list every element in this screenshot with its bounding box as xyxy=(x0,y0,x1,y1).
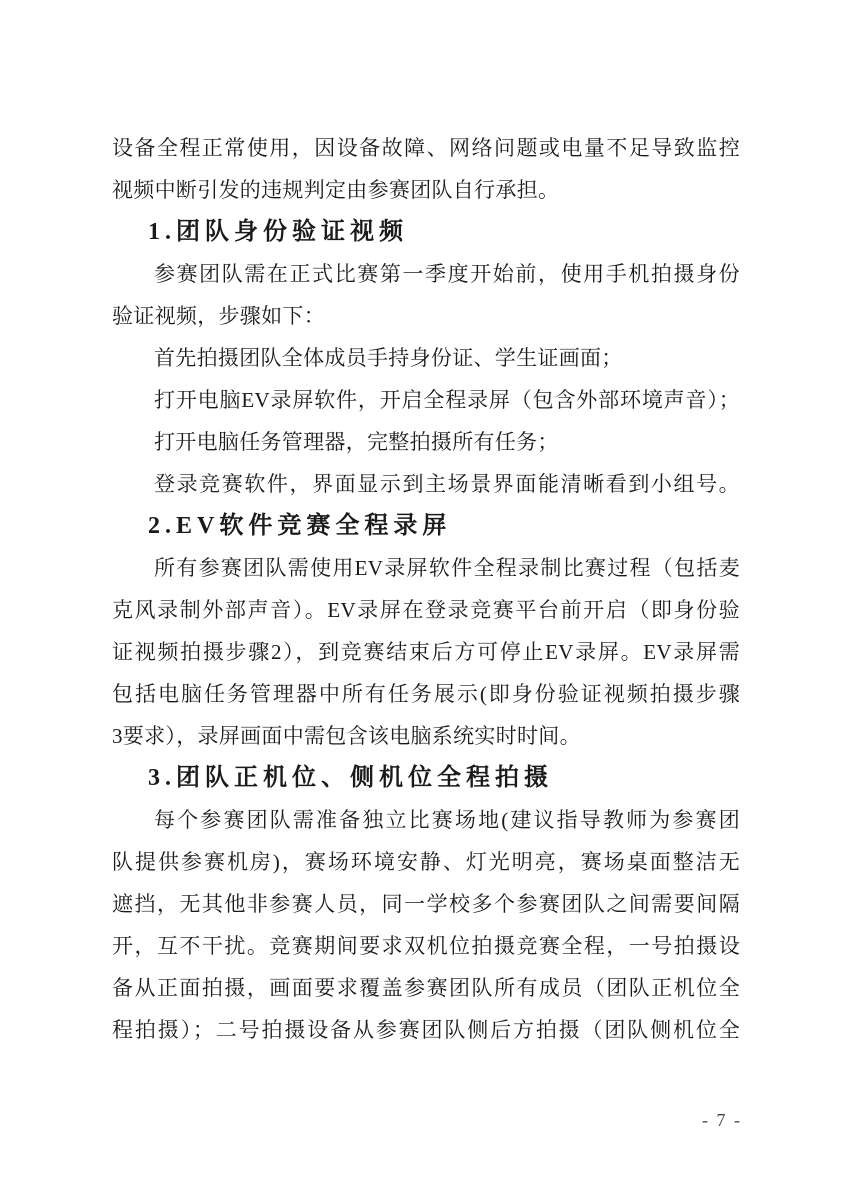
document-line: 所有参赛团队需使用EV录屏软件全程录制比赛过程（包括麦 xyxy=(154,556,740,580)
document-line: 打开电脑任务管理器，完整拍摄所有任务； xyxy=(154,430,559,454)
section-heading-1: 1.团队身份验证视频 xyxy=(148,219,408,245)
document-line: 每个参赛团队需准备独立比赛场地(建议指导教师为参赛团 xyxy=(154,808,740,832)
page-number: - 7 - xyxy=(702,1110,742,1130)
document-line: 遮挡，无其他非参赛人员，同一学校多个参赛团队之间需要间隔 xyxy=(112,892,740,916)
document-line: 视频中断引发的违规判定由参赛团队自行承担。 xyxy=(112,178,560,202)
document-line: 队提供参赛机房)，赛场环境安静、灯光明亮，赛场桌面整洁无 xyxy=(112,850,740,874)
document-line: 打开电脑EV录屏软件，开启全程录屏（包含外部环境声音）； xyxy=(154,388,740,412)
document-body xyxy=(112,127,740,1051)
document-line: 参赛团队需在正式比赛第一季度开始前，使用手机拍摄身份 xyxy=(154,262,740,286)
section-heading-2: 2.EV软件竞赛全程录屏 xyxy=(148,513,452,539)
document-line: 开，互不干扰。竞赛期间要求双机位拍摄竞赛全程，一号拍摄设 xyxy=(112,934,740,958)
document-line: 程拍摄）；二号拍摄设备从参赛团队侧后方拍摄（团队侧机位全 xyxy=(112,1018,740,1042)
document-line: 首先拍摄团队全体成员手持身份证、学生证画面； xyxy=(154,346,623,370)
document-line: 验证视频，步骤如下： xyxy=(112,304,325,328)
section-heading-3: 3.团队正机位、侧机位全程拍摄 xyxy=(148,765,553,791)
document-line: 克风录制外部声音）。EV录屏在登录竞赛平台前开启（即身份验 xyxy=(112,598,740,622)
document-line: 包括电脑任务管理器中所有任务展示(即身份验证视频拍摄步骤 xyxy=(112,682,740,706)
document-line: 证视频拍摄步骤2），到竞赛结束后方可停止EV录屏。EV录屏需 xyxy=(112,640,740,664)
document-line: 登录竞赛软件，界面显示到主场景界面能清晰看到小组号。 xyxy=(154,472,740,496)
document-line: 3要求），录屏画面中需包含该电脑系统实时时间。 xyxy=(112,724,581,748)
document-line: 备从正面拍摄，画面要求覆盖参赛团队所有成员（团队正机位全 xyxy=(112,976,740,1000)
document-line: 设备全程正常使用，因设备故障、网络问题或电量不足导致监控 xyxy=(112,136,740,160)
page-footer xyxy=(112,1106,742,1134)
